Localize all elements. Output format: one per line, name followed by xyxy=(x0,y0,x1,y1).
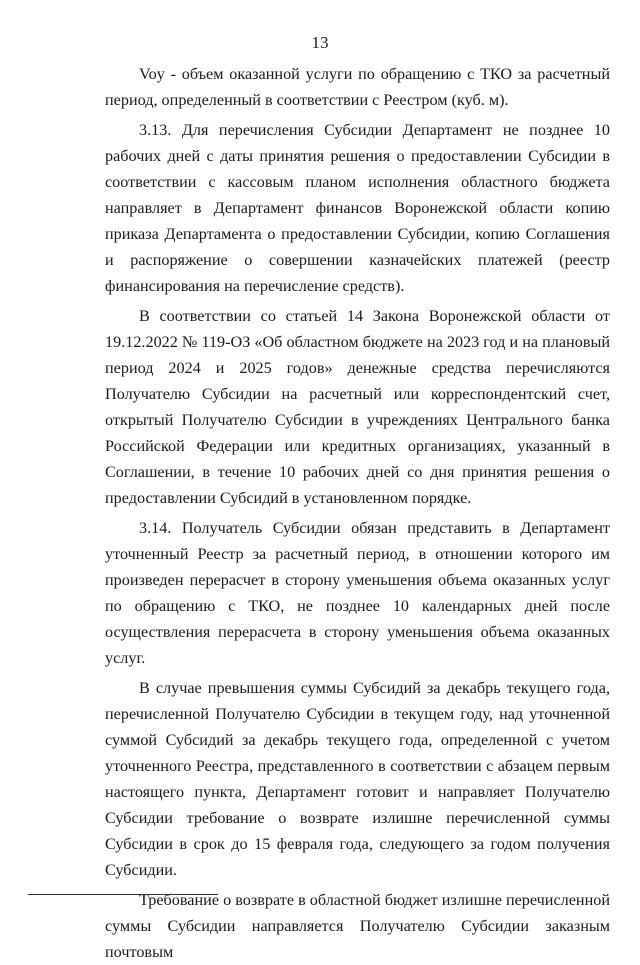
paragraph-law-article-14: В соответствии со статьей 14 Закона Воронежской области от 19.12.2022 № 119-ОЗ «Об областном бюджете на 2023 год и на плановый период 2024 и 2025 годов» денежные средства перечисляются Получателю Субсидии на расчетный или корреспондентский счет, открытый Получателю Субсидии в учреждениях Центрального банка Российской Федерации или кредитных организациях, указанный в Соглашении, в течение 10 рабочих дней со дня принятия решения о предоставлении Субсидий в установленном порядке. xyxy=(105,307,610,507)
paragraph-3-13: 3.13. Для перечисления Субсидии Департамент не позднее 10 рабочих дней с даты принятия решения о предоставлении Субсидии в соответствии с кассовым планом исполнения областного бюджета направляет в Департамент финансов Воронежской области копию приказа Департамента о предоставлении Субсидии, копию Соглашения и распоряжение о совершении казначейских платежей (реестр финансирования на перечисление средств). xyxy=(105,121,610,295)
paragraph-3-14: 3.14. Получатель Субсидии обязан представить в Департамент уточненный Реестр за расчетный период, в отношении которого им произведен перерасчет в сторону уменьшения объема оказанных услуг по обращению с ТКО, не позднее 10 календарных дней после осуществления перерасчета в сторону уменьшения объема оказанных услуг. xyxy=(105,519,610,667)
paragraph-voy-definition: Voy - объем оказанной услуги по обращению с ТКО за расчетный период, определенный в соответствии с Реестром (куб. м). xyxy=(105,65,610,109)
page-number: 13 xyxy=(311,33,329,52)
document-body xyxy=(105,61,610,965)
paragraph-excess-subsidy: В случае превышения суммы Субсидий за декабрь текущего года, перечисленной Получателю Субсидии в текущем году, над уточненной суммой Субсидий за декабрь текущего года, определенной с учетом уточненного Реестра, представленного в соответствии с абзацем первым настоящего пункта, Департамент готовит и направляет Получателю Субсидии требование о возврате излишне перечисленной суммы Субсидии в срок до 15 февраля года, следующего за годом получения Субсидии. xyxy=(105,679,610,879)
footnote-divider xyxy=(28,894,218,895)
paragraph-return-requirement: Требование о возврате в областной бюджет излишне перечисленной суммы Субсидии направляется Получателю Субсидии заказным почтовым xyxy=(105,891,610,961)
